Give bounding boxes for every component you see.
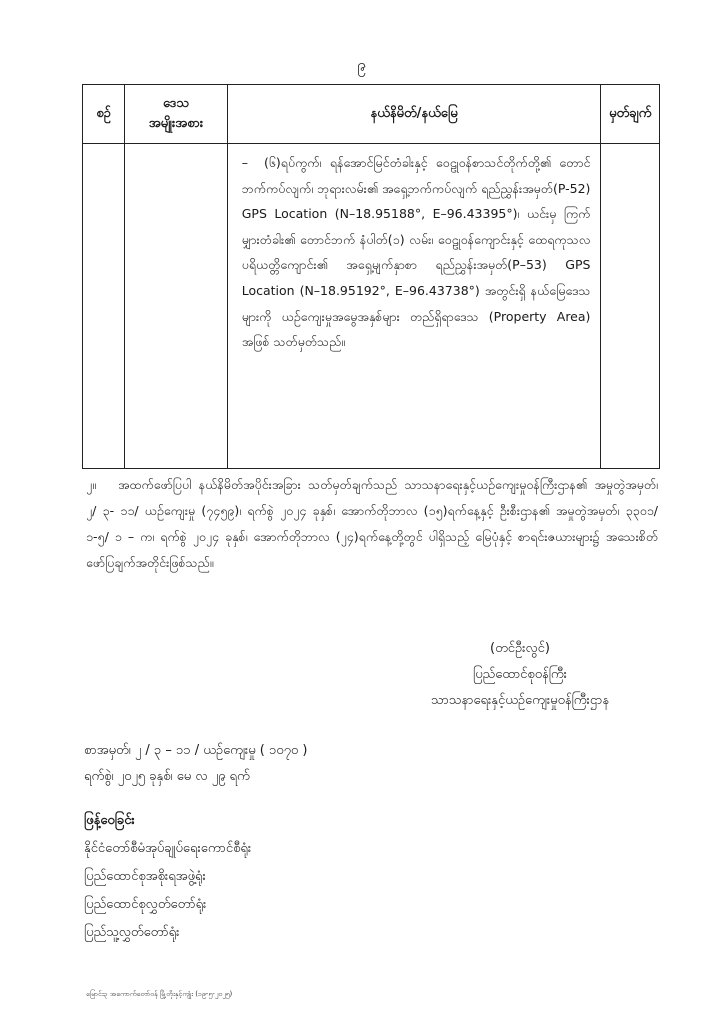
distribution-item: နိုင်ငံတော်စီမံအုပ်ချုပ်ရေးကောင်စီရုံး [84, 841, 252, 856]
header-boundary: နယ်နိမိတ်/နယ်မြေ [227, 85, 601, 144]
header-region-type-line2: အမျိုးအစား [148, 116, 204, 131]
paragraph-number: ၂။ [86, 477, 96, 492]
page-number: ၉ [357, 55, 366, 74]
header-region-type-line1: ဒေသ [162, 96, 189, 111]
header-region-type [125, 85, 228, 144]
reference-number: စာအမှတ်၊ ၂ / ၃ – ၁၁ / ယဉ်ကျေးမှု ( ၁၀၇၀ ) [84, 743, 308, 758]
signature-block [360, 636, 680, 714]
distribution-item: ပြည်ထောင်စုအစိုးရအဖွဲ့ရုံး [84, 869, 206, 884]
cell-boundary-description [227, 144, 601, 469]
table-header-row [83, 85, 660, 144]
signatory-name: (တင်ဦးလွင်) [490, 641, 550, 656]
cell-remarks [601, 144, 660, 469]
printer-footer: မြောင်း၃ အကောက်တော်ဝန် မြို့တိုးနှင့်ကျုံး (၁၉-၅-၂၀၂၅) [86, 990, 233, 998]
cell-region-type [125, 144, 228, 469]
signatory-ministry: သာသနာရေးနှင့်ယဉ်ကျေးမှုဝန်ကြီးဌာန [430, 693, 610, 708]
header-no: စဉ် [83, 85, 125, 144]
header-remarks: မှတ်ချက် [601, 85, 660, 144]
reference-block [84, 738, 307, 790]
distribution-item: ပြည်သူ့လွှတ်တော်ရုံး [84, 925, 180, 940]
paragraph-2 [86, 472, 658, 576]
paragraph-text: အထက်ဖော်ပြပါ နယ်နိမိတ်အပိုင်းအခြား သတ်မှတ်ချက်သည် သာသနာရေးနှင့်ယဉ်ကျေးမှုဝန်ကြီးဌာန၏ အမှုတွဲအမှတ်၊ ၂/ ၃- ၁၁/ ယဉ်ကျေးမှု (၇၄၅၉)၊ ရက်စွဲ ၂၀၂၄ ခုနှစ်၊ အောက်တိုဘာလ (၁၅)ရက်နေ့နှင့် ဦးစီးဌာန၏ အမှုတွဲအမှတ်၊ ၃၃၀၁/ ၁-၅/ ၁ – က၊ ရက်စွဲ ၂၀၂၄ ခုနှစ်၊ အောက်တိုဘာလ (၂၄)ရက်နေ့တို့တွင် ပါရှိသည့် မြေပုံနှင့် စာရင်းဇယားများ၌ အသေးစိတ်ဖော်ပြချက်အတိုင်းဖြစ်သည်။ [86, 477, 658, 570]
signatory-title: ပြည်ထောင်စုဝန်ကြီး [473, 667, 567, 682]
cell-no [83, 144, 125, 469]
distribution-title: ဖြန့်ဝေခြင်း [84, 813, 135, 828]
list-dash: – [241, 155, 248, 170]
distribution-block [84, 807, 251, 947]
boundary-table [82, 84, 660, 469]
reference-date: ရက်စွဲ၊ ၂၀၂၅ ခုနှစ်၊ မေ လ ၂၉ ရက် [84, 769, 250, 784]
table-row [83, 144, 660, 469]
distribution-item: ပြည်ထောင်စုလွှတ်တော်ရုံး [84, 897, 207, 912]
boundary-description-text: (၆)ရပ်ကွက်၊ ရန်အောင်မြင်တံခါးနှင့် ဝေဠုဝန်စာသင်တိုက်တို့၏ တောင်ဘက်ကပ်လျက်၊ ဘုရားလမ်း၏ အရှေ့ဘက်ကပ်လျက် ရည်ညွှန်းအမှတ်(P-52) GPS Location (N–18.95188°, E–96.43395°)၊ ယင်းမှ ကြက်မျှားတံခါး၏ တောင်ဘက် နံပါတ်(၁) လမ်း၊ ဝေဠုဝန်ကျောင်းနှင့် ထေရကုသလ ပရိယတ္တိကျောင်း၏ အရှေ့မျက်နှာစာ ရည်ညွှန်းအမှတ်(P–53) GPS Location (N–18.95192°, E–96.43738°) အတွင်းရှိ နယ်မြေဒေသများကို ယဉ်ကျေးမှုအမွေအနှစ်များ တည်ရှိရာဒေသ (Property Area) အဖြစ် သတ်မှတ်သည်။ [241, 155, 591, 350]
